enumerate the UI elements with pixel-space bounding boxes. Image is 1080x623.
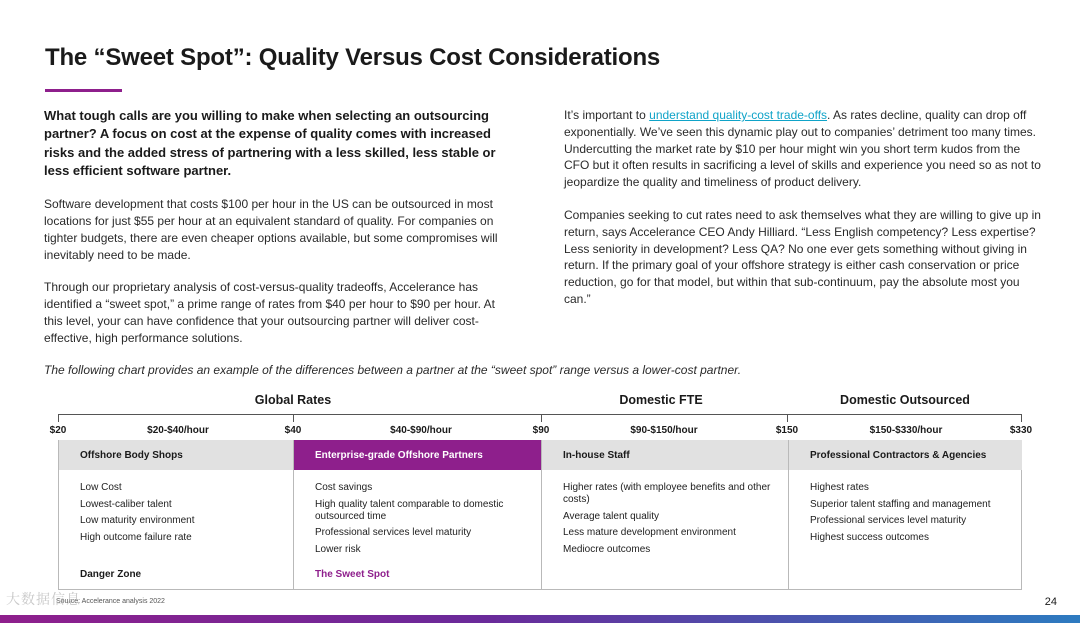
list-item: High outcome failure rate [80, 531, 192, 543]
paragraph-1: Software development that costs $100 per hour in the US can be outsourced in most locations for just $55 per hour at an equivalent standard of quality. For companies on tighter budgets, there are even cheaper options available, but some compromises will inevitably need to be made. [44, 197, 498, 262]
lead-paragraph: What tough calls are you willing to make when selecting an outsourcing partner? A focus on cost at the expense of quality comes with increased risks and the added stress of partnering with a less skilled, less stable or less efficient software partner. [44, 108, 496, 178]
axis-tick [58, 414, 59, 422]
axis-group-global-rates: Global Rates [254, 393, 332, 407]
column-header: Professional Contractors & Agencies [789, 440, 1022, 470]
page-number: 24 [1044, 596, 1057, 608]
rate-axis-line [58, 414, 1022, 415]
axis-group-domestic-outsourced: Domestic Outsourced [840, 393, 970, 407]
column-header: In-house Staff [542, 440, 788, 470]
axis-tick [541, 414, 542, 422]
list-item: Average talent quality [563, 510, 659, 522]
list-item: Superior talent staffing and management [810, 498, 991, 510]
axis-group-domestic-fte: Domestic FTE [619, 393, 703, 407]
list-item: Low Cost [80, 482, 122, 493]
table-column-offshore-body-shops [59, 440, 294, 590]
list-item: Cost savings [315, 482, 373, 493]
source-note: Source: Accelerance analysis 2022 [56, 598, 165, 605]
table-column-enterprise-offshore [294, 440, 542, 590]
list-item: Low maturity environment [80, 515, 195, 526]
watermark: 大数据信息 [6, 591, 81, 607]
page-title: The “Sweet Spot”: Quality Versus Cost Considerations [45, 44, 661, 71]
list-item: Lowest-caliber talent [80, 498, 172, 510]
title-underline [45, 89, 122, 92]
list-item: Less mature development environment [563, 527, 736, 538]
column-list [59, 470, 293, 544]
tick-label: $40 [284, 425, 302, 436]
paragraph-2: Through our proprietary analysis of cost-versus-quality tradeoffs, Accelerance has identified a “sweet spot,” a prime range of rates from $40 per hour to $90 per hour. At this level, your can have confidence that your outsourcing partner will deliver cost-effective, high performance solutions. [44, 280, 495, 345]
tick-label: $150 [775, 425, 799, 436]
table-column-in-house-staff [542, 440, 789, 590]
quality-cost-link[interactable]: understand quality-cost trade-offs [649, 108, 828, 122]
column-list [789, 470, 1022, 544]
range-label: $90-$150/hour [630, 425, 698, 436]
paragraph-3 [564, 107, 1044, 191]
list-item: Professional services level maturity [810, 515, 967, 526]
range-label: $20-$40/hour [147, 425, 209, 436]
list-item: Lower risk [315, 543, 361, 555]
chart-caption: The following chart provides an example of the differences between a partner at the “sweet spot” range versus a lower-cost partner. [44, 363, 742, 377]
table-column-professional-contractors [789, 440, 1022, 590]
list-item: Highest success outcomes [810, 531, 929, 543]
sweet-spot-label: The Sweet Spot [315, 569, 390, 580]
column-header: Offshore Body Shops [59, 440, 293, 470]
column-header-highlighted: Enterprise-grade Offshore Partners [294, 440, 541, 470]
list-item: Higher rates (with employee benefits and other costs) [563, 482, 771, 505]
axis-tick [1021, 414, 1022, 422]
tick-label: $330 [1009, 425, 1033, 436]
right-column [564, 107, 1044, 324]
comparison-table [58, 440, 1022, 590]
danger-zone-label: Danger Zone [80, 569, 142, 580]
tick-label: $20 [49, 425, 67, 436]
paragraph-3-post: . As rates decline, quality can drop off exponentially. We’ve seen this dynamic play out to companies’ detriment too many times. Undercutting the market rate by $10 per hour might win you short term kudos from the CFO but it often results in sacrificing a level of skills and experience you need so as not to jeopardize the quality and timeliness of product delivery. [564, 108, 1041, 190]
paragraph-3-pre: It’s important to [564, 108, 650, 122]
list-item: Highest rates [810, 482, 869, 493]
footer-gradient-bar [0, 615, 1080, 623]
axis-tick [787, 414, 788, 422]
axis-tick [293, 414, 294, 422]
tick-label: $90 [532, 425, 550, 436]
list-item: Professional services level maturity [315, 527, 472, 538]
range-label: $40-$90/hour [390, 425, 452, 436]
paragraph-4: Companies seeking to cut rates need to ask themselves what they are willing to give up in return, says Accelerance CEO Andy Hilliard. “Less English competency? Less expertise? Less seniority in development? Less QA? No one ever gets something without giving in return. If the primary goal of your offshore strategy is either cash conservation or price reduction, go for that model, but within that sub-continuum, pay the absolute most you can.” [564, 207, 1041, 306]
column-list [542, 470, 788, 556]
list-item: High quality talent comparable to domestic outsourced time [315, 498, 504, 522]
range-label: $150-$330/hour [869, 425, 943, 436]
list-item: Mediocre outcomes [563, 543, 651, 555]
column-list [294, 470, 541, 556]
left-column [44, 107, 514, 363]
